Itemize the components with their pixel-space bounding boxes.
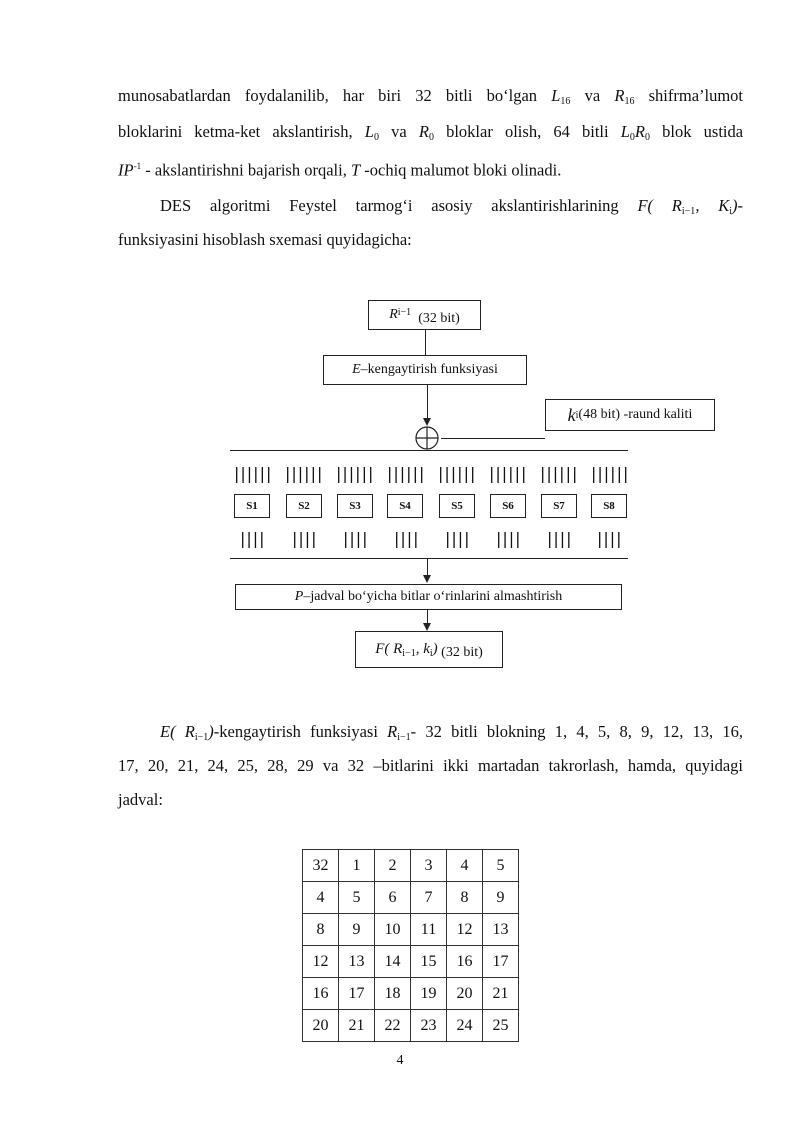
- sbox-output-ticks: ||||: [240, 529, 266, 548]
- sbox-input-ticks: ||||||: [540, 464, 579, 483]
- page-number: 4: [396, 1053, 404, 1068]
- sbox-input-ticks: ||||||: [234, 464, 273, 483]
- sbox-s6: S6: [490, 494, 526, 518]
- paragraph-line: jadval:: [118, 790, 163, 809]
- round-key-box: k i (48 bit) -raund kaliti: [545, 399, 715, 431]
- bus-line: [230, 450, 628, 451]
- paragraph-line: DES algoritmi Feystel tarmog‘i asosiy akslantirishlarining F( $R_{i-1}$, $K_i)-$: [160, 196, 744, 217]
- expansion-table: [302, 849, 519, 1042]
- input-block-box: R i−1 (32 bit): [368, 300, 481, 330]
- table-row: 20 21 22 23 24 25: [303, 1010, 519, 1042]
- expansion-box: E –kengaytirish funksiyasi: [323, 355, 527, 385]
- sbox-output-ticks: ||||: [597, 529, 623, 548]
- paragraph-line: 17, 20, 21, 24, 25, 28, 29 va 32 –bitlarini ikki martadan takrorlash, hamda, quyidagi: [118, 756, 743, 775]
- sbox-input-ticks: ||||||: [591, 464, 630, 483]
- sbox-input-ticks: ||||||: [285, 464, 324, 483]
- sbox-output-ticks: ||||: [292, 529, 318, 548]
- sbox-output-ticks: ||||: [343, 529, 369, 548]
- paragraph-line: E( $R_{i-1}$)-kengaytirish funksiyasi $R_{i-1}-$ 32 bitli blokning 1, 4, 5, 8, 9, 12, 13, 16,: [160, 722, 744, 743]
- sbox-s5: S5: [439, 494, 475, 518]
- table-row: 16 17 18 19 20 21: [303, 978, 519, 1010]
- sbox-input-ticks: ||||||: [387, 464, 426, 483]
- output-block-box: F( $R_{i-1}$, $k_i$) (32 bit): [355, 631, 503, 668]
- table-row: 4 5 6 7 8 9: [303, 882, 519, 914]
- sbox-s3: S3: [337, 494, 373, 518]
- permutation-box: P –jadval bo‘yicha bitlar o‘rinlarini almashtirish: [235, 584, 622, 610]
- sbox-output-ticks: ||||: [445, 529, 471, 548]
- table-row: 8 9 10 11 12 13: [303, 914, 519, 946]
- bus-line: [230, 558, 628, 559]
- paragraph-line: funksiyasini hisoblash sxemasi quyidagicha:: [118, 230, 412, 249]
- sbox-output-ticks: ||||: [496, 529, 522, 548]
- paragraph-line: $IP^{-1}$ - akslantirishni bajarish orqali, T -ochiq malumot bloki olinadi.: [118, 160, 562, 180]
- sbox-s1: S1: [234, 494, 270, 518]
- sbox-s4: S4: [387, 494, 423, 518]
- sbox-s2: S2: [286, 494, 322, 518]
- sbox-input-ticks: ||||||: [489, 464, 528, 483]
- sbox-input-ticks: ||||||: [336, 464, 375, 483]
- sbox-s7: S7: [541, 494, 577, 518]
- table-row: 12 13 14 15 16 17: [303, 946, 519, 978]
- sbox-input-ticks: ||||||: [438, 464, 477, 483]
- sbox-output-ticks: ||||: [547, 529, 573, 548]
- xor-icon: [415, 426, 439, 450]
- paragraph-line: munosabatlardan foydalanilib, har biri 32 bitli bo‘lgan $L_{16}$ va $R_{16}$ shifrma’lumot: [118, 86, 744, 107]
- table-row: 32 1 2 3 4 5: [303, 850, 519, 882]
- paragraph-line: bloklarini ketma-ket akslantirish, $L_0$ va $R_0$ bloklar olish, 64 bitli $L_0R_0$ blok ustida: [118, 122, 744, 143]
- sbox-s8: S8: [591, 494, 627, 518]
- sbox-output-ticks: ||||: [394, 529, 420, 548]
